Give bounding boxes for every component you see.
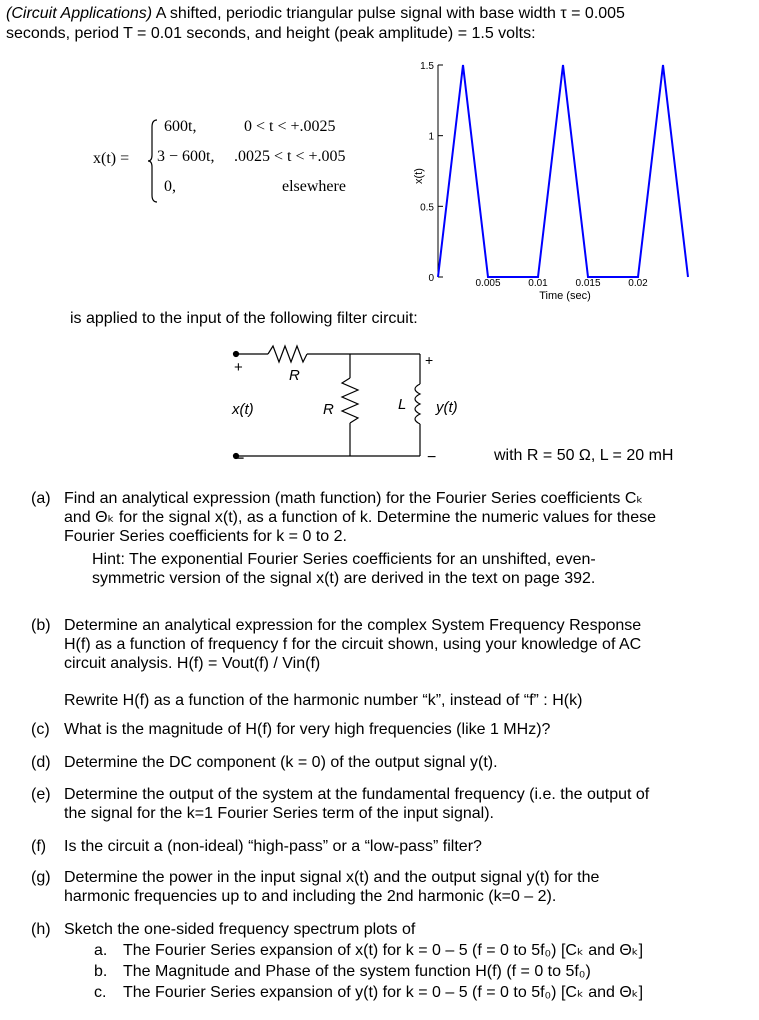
intro-line1-rest: A shifted, periodic triangular pulse signal with base width τ = 0.005 bbox=[152, 5, 625, 22]
circuit-l-label: L bbox=[398, 396, 407, 413]
question-label: (a) bbox=[31, 490, 51, 507]
circuit-plus-right: + bbox=[425, 352, 434, 368]
y-tick-label: 0 bbox=[428, 273, 434, 284]
question-line: H(f) as a function of frequency f for the circuit shown, using your knowledge of AC bbox=[64, 636, 642, 653]
question-line: Determine the DC component (k = 0) of the output signal y(t). bbox=[64, 754, 498, 771]
question-line: Fourier Series coefficients for k = 0 to 2. bbox=[64, 528, 347, 545]
circuit-minus-right: − bbox=[427, 449, 437, 466]
subitem-text: The Fourier Series expansion of x(t) for k = 0 – 5 (f = 0 to 5f₀) [Cₖ and Θₖ] bbox=[123, 942, 644, 959]
inductor bbox=[415, 384, 420, 424]
question-line: and Θₖ for the signal x(t), as a function of k. Determine the numeric values for these bbox=[64, 509, 656, 526]
signal-chart bbox=[390, 55, 700, 305]
y-tick-label: 0.5 bbox=[420, 202, 434, 214]
question-label: (b) bbox=[31, 617, 51, 634]
eq-row-1-range: 0 < t < +.0025 bbox=[244, 118, 336, 135]
y-tick-label: 1 bbox=[428, 131, 434, 143]
chart-xlabel: Time (sec) bbox=[539, 290, 591, 302]
question-line: Sketch the one-sided frequency spectrum plots of bbox=[64, 921, 416, 938]
question-line: What is the magnitude of H(f) for very high frequencies (like 1 MHz)? bbox=[64, 721, 551, 738]
question-line: Is the circuit a (non-ideal) “high-pass” or a “low-pass” filter? bbox=[64, 838, 482, 855]
circuit-x-label: x(t) bbox=[232, 401, 254, 418]
filter-circuit bbox=[220, 340, 480, 470]
component-values: with R = 50 Ω, L = 20 mH bbox=[494, 447, 674, 464]
subitem-text: The Fourier Series expansion of y(t) for k = 0 – 5 (f = 0 to 5f₀) [Cₖ and Θₖ] bbox=[123, 984, 644, 1001]
eq-row-3-expr: 0, bbox=[164, 178, 176, 195]
question-line: circuit analysis. H(f) = Vout(f) / Vin(f) bbox=[64, 655, 321, 672]
subitem-label: a. bbox=[94, 942, 108, 959]
applied-text: is applied to the input of the following filter circuit: bbox=[70, 310, 418, 327]
eq-row-3-range: elsewhere bbox=[282, 178, 346, 195]
question-line: Determine the output of the system at the fundamental frequency (i.e. the output of bbox=[64, 786, 650, 803]
circuit-minus-left: − bbox=[234, 448, 245, 468]
question-label: (e) bbox=[31, 786, 51, 803]
circuit-plus-left: + bbox=[234, 359, 243, 376]
question-line: Hint: The exponential Fourier Series coefficients for an unshifted, even- bbox=[92, 551, 596, 568]
circuit-y-label: y(t) bbox=[436, 399, 458, 416]
question-label: (h) bbox=[31, 921, 51, 938]
intro-line-1 bbox=[6, 4, 625, 23]
subitem-label: b. bbox=[94, 963, 108, 980]
question-label: (g) bbox=[31, 869, 51, 886]
subitem-label: c. bbox=[94, 984, 107, 1001]
eq-row-2-expr: 3 − 600t, bbox=[157, 148, 215, 165]
shunt-resistor bbox=[342, 378, 358, 423]
x-tick-label: 0.02 bbox=[628, 278, 648, 289]
question-line: Determine the power in the input signal x(t) and the output signal y(t) for the bbox=[64, 869, 600, 886]
eq-row-1-expr: 600t, bbox=[164, 118, 197, 135]
question-line: Determine an analytical expression for the complex System Frequency Response bbox=[64, 617, 642, 634]
question-label: (d) bbox=[31, 754, 51, 771]
equation-lhs: x(t) = bbox=[93, 150, 130, 167]
x-tick-label: 0.01 bbox=[528, 278, 548, 289]
intro-tag: (Circuit Applications) bbox=[6, 5, 153, 22]
question-label: (f) bbox=[31, 838, 47, 855]
subitem-text: The Magnitude and Phase of the system function H(f) (f = 0 to 5f₀) bbox=[123, 963, 591, 980]
x-tick-label: 0.005 bbox=[475, 278, 501, 289]
intro-line-2: seconds, period T = 0.01 seconds, and height (peak amplitude) = 1.5 volts: bbox=[6, 25, 536, 42]
signal-series-line bbox=[438, 65, 688, 277]
question-line: harmonic frequencies up to and including the 2nd harmonic (k=0 – 2). bbox=[64, 888, 557, 905]
question-line: symmetric version of the signal x(t) are derived in the text on page 392. bbox=[92, 570, 596, 587]
y-tick-label: 1.5 bbox=[420, 61, 434, 72]
series-resistor bbox=[268, 346, 307, 362]
eq-row-2-range: .0025 < t < +.005 bbox=[234, 148, 346, 165]
question-line: Rewrite H(f) as a function of the harmonic number “k”, instead of “f” : H(k) bbox=[64, 692, 583, 709]
x-tick-label: 0.015 bbox=[575, 278, 601, 289]
question-line: Find an analytical expression (math function) for the Fourier Series coefficients Cₖ bbox=[64, 490, 644, 507]
circuit-r-shunt: R bbox=[323, 401, 334, 418]
question-label: (c) bbox=[31, 721, 50, 738]
question-line: the signal for the k=1 Fourier Series term of the input signal). bbox=[64, 805, 494, 822]
chart-ylabel: x(t) bbox=[413, 168, 425, 184]
circuit-r-top: R bbox=[289, 367, 300, 384]
